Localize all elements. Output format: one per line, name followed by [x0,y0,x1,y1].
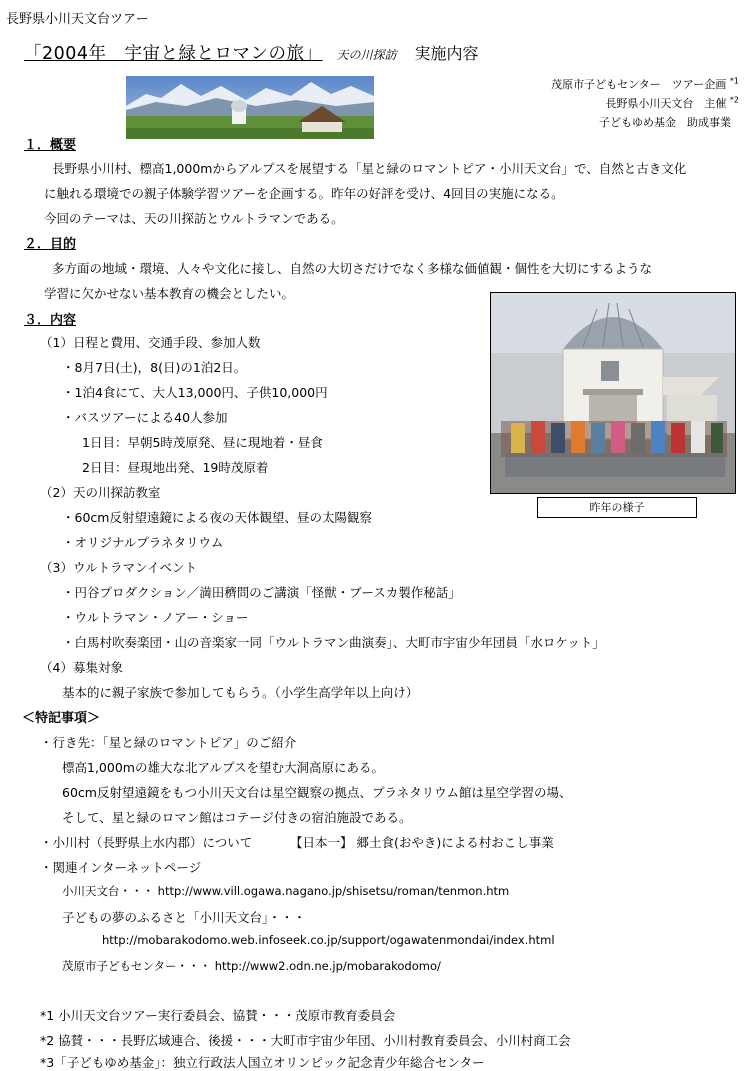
page-subtitle: 天の川探訪 [336,48,397,62]
content-line: ・ウルトラマン・ノアー・ショー [62,610,249,625]
purpose-line: 学習に欠かせない基本教育の機会としたい。 [44,286,295,301]
org-line-3 [599,114,731,130]
overview-line: 長野県小川村、標高1,000mからアルプスを展望する「星と緑のロマントピア・小川天文台」で、自然と古き文化 [52,161,687,176]
content-line: （3）ウルトラマンイベント [40,560,197,575]
page-title: 「2004年 宇宙と緑とロマンの旅」 [24,44,323,64]
special-line: ・行き先：「星と緑のロマントピア」のご紹介 [40,735,297,750]
section-heading-special: ＜特記事項＞ [22,711,101,726]
content-line: ・1泊4食にて、大人13,000円、子供10,000円 [62,385,328,400]
special-line: 子どもの夢のふるさと「小川天文台」・・・ [62,910,306,925]
content-line: ・白馬村吹奏楽団・山の音楽家一同「ウルトラマン曲演奏」、大町市宇宙少年団員「水ロケット」 [62,635,605,650]
content-line: ・オリジナルプラネタリウム [62,535,224,550]
footnote: *2 協賛・・・長野広域連合、後援・・・大町市宇宙少年団、小川村教育委員会、小川村商工会 [40,1033,571,1048]
page-title-suffix: 実施内容 [414,44,479,63]
footnote: *3「子どもゆめ基金」：独立行政法人国立オリンピック記念青少年総合センター [40,1055,485,1070]
special-line: 60cm反射望遠鏡をもつ小川天文台は星空観察の拠点、プラネタリウム館は星空学習の場、 [62,785,572,800]
title-row [24,40,479,65]
org-mark: *2 [729,95,739,105]
content-line: 2日目：昼現地出発、19時茂原着 [82,460,269,475]
org-text: 子どもゆめ基金 助成事業 [599,116,731,129]
content-line: ・8月7日(土)，8(日)の1泊2日。 [62,360,247,375]
content-line: 基本的に親子家族で参加してもらう。（小学生高学年以上向け） [62,685,419,700]
special-line: 【日本一】 郷土食(おやき)による村おこし事業 [290,835,554,850]
link-mobara-center[interactable]: 茂原市子どもセンター・・・ http://www2.odn.ne.jp/mobarakodomo/ [62,959,441,973]
overview-line: に触れる環境での親子体験学習ツアーを企画する。昨年の好評を受け、4回目の実施になる。 [44,186,564,201]
content-line: 1日目：早朝5時茂原発、昼に現地着・昼食 [82,435,323,450]
link-kodomo-dream[interactable]: http://mobarakodomo.web.infoseek.co.jp/support/ogawatenmondai/index.html [102,933,555,947]
group-photo [490,292,736,494]
special-line: ・小川村（長野県上水内郡）について [40,835,253,850]
section-heading-purpose: ２．目的 [24,237,77,252]
footnote: *1 小川天文台ツアー実行委員会、協賛・・・茂原市教育委員会 [40,1008,396,1023]
special-line: 標高1,000mの雄大な北アルプスを望む大洞高原にある。 [62,760,384,775]
content-line: ・60cm反射望遠鏡による夜の天体観望、昼の太陽観察 [62,510,372,525]
org-text: 長野県小川天文台 主催 [605,97,727,110]
purpose-line: 多方面の地域・環境、人々や文化に接し、自然の大切さだけでなく多様な価値観・個性を大切にするような [52,261,653,276]
content-line: ・バスツアーによる40人参加 [62,410,228,425]
section-heading-content: ３．内容 [24,313,77,328]
photo-caption: 昨年の様子 [537,497,697,518]
org-line-2 [605,95,739,111]
content-line: ・円谷プロダクション／満田穧問のご講演「怪獣・ブースカ製作秘話」 [62,585,461,600]
overview-line: 今回のテーマは、天の川探訪とウルトラマンである。 [44,211,344,226]
special-line: そして、星と緑のロマン館はコテージ付きの宿泊施設である。 [62,810,412,825]
header-small-title: 長野県小川天文台ツアー [6,12,149,27]
link-ogawa-observatory[interactable]: 小川天文台・・・ http://www.vill.ogawa.nagano.jp/shisetsu/roman/tenmon.htm [62,884,510,898]
content-line: （2）天の川探訪教室 [40,485,161,500]
special-line: ・関連インターネットページ [40,860,202,875]
org-text: 茂原市子どもセンター ツアー企画 [551,78,727,91]
section-heading-overview: １．概要 [24,138,77,153]
org-mark: *1 [729,76,739,86]
org-line-1 [551,76,739,92]
content-line: （4）募集対象 [40,660,123,675]
content-line: （1）日程と費用、交通手段、参加人数 [40,335,261,350]
mountain-observatory-photo [126,76,374,139]
